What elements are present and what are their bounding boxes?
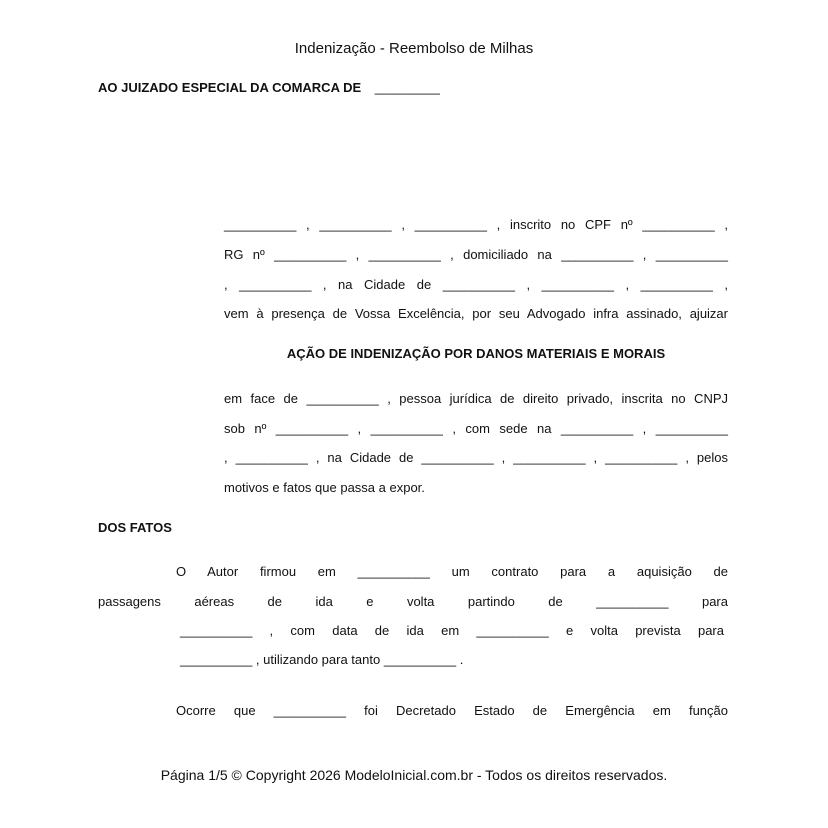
section-heading-facts: DOS FATOS xyxy=(98,520,172,535)
facts-paragraph1-line-2: passagens aéreas de ida e volta partindo de __________ para xyxy=(98,594,728,609)
defendant-line-4: motivos e fatos que passa a expor. xyxy=(224,480,425,495)
defendant-line-3: , __________ , na Cidade de __________ , __________ , __________ , pelos xyxy=(224,450,728,465)
qualification-line-3: , __________ , na Cidade de __________ , __________ , __________ , xyxy=(224,277,728,292)
facts-paragraph1-line-3: __________ , com data de ida em __________ e volta prevista para xyxy=(180,623,724,638)
qualification-line-1: __________ , __________ , __________ , inscrito no CPF nº __________ , xyxy=(224,217,728,232)
addressee-line xyxy=(98,80,440,95)
facts-paragraph1-line-1: O Autor firmou em __________ um contrato para a aquisição de xyxy=(176,564,728,579)
facts-paragraph1-line-4: __________ , utilizando para tanto __________ . xyxy=(180,652,464,667)
action-title: AÇÃO DE INDENIZAÇÃO POR DANOS MATERIAIS E MORAIS xyxy=(286,346,666,361)
addressee-blank: _________ xyxy=(374,80,440,95)
qualification-line-2: RG nº __________ , __________ , domiciliado na __________ , __________ xyxy=(224,247,728,262)
document-title: Indenização - Reembolso de Milhas xyxy=(294,40,534,57)
addressee-label: AO JUIZADO ESPECIAL DA COMARCA DE xyxy=(98,80,362,95)
facts-paragraph2-line-1: Ocorre que __________ foi Decretado Estado de Emergência em função xyxy=(176,703,728,718)
qualification-line-4: vem à presença de Vossa Excelência, por seu Advogado infra assinado, ajuizar xyxy=(224,306,728,321)
defendant-line-1: em face de __________ , pessoa jurídica de direito privado, inscrita no CNPJ xyxy=(224,391,728,406)
page-footer: Página 1/5 © Copyright 2026 ModeloInicial.com.br - Todos os direitos reservados. xyxy=(160,767,668,783)
defendant-line-2: sob nº __________ , __________ , com sede na __________ , __________ xyxy=(224,421,728,436)
